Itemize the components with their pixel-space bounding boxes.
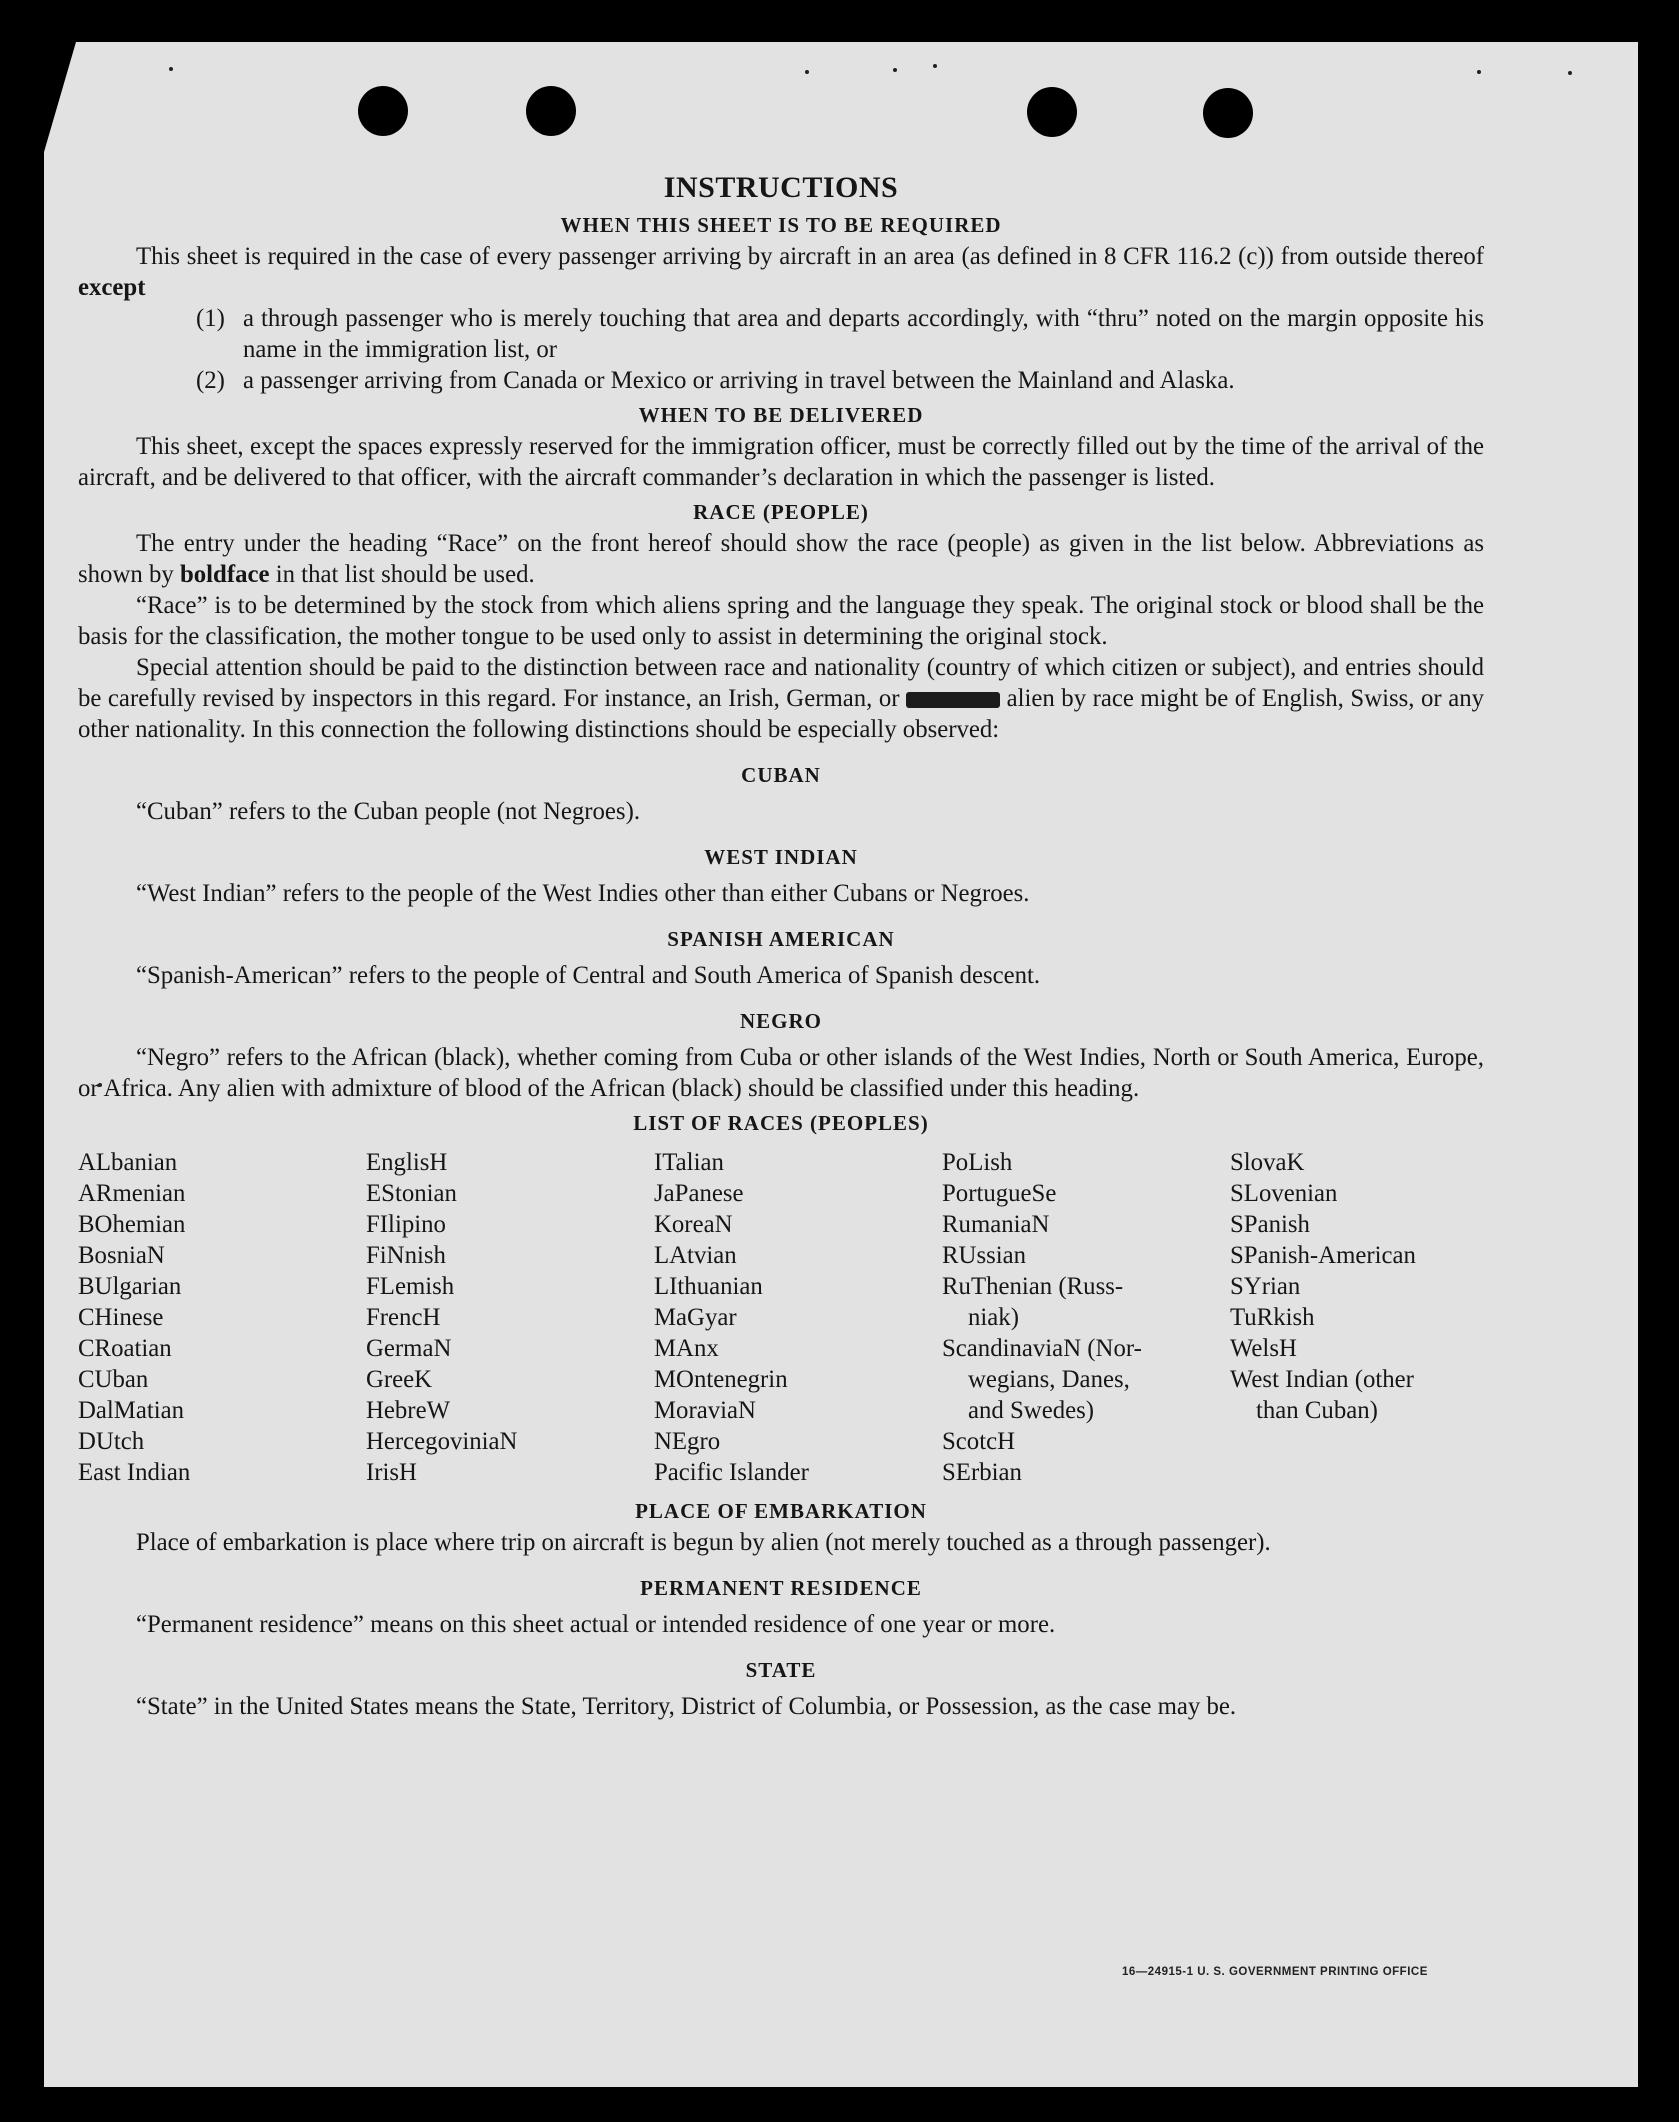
instructions-text [78, 170, 1484, 1722]
race-item: SPanish [1230, 1211, 1310, 1238]
race-item: HercegoviniaN [366, 1428, 518, 1455]
race-item: SErbian [942, 1459, 1022, 1486]
race-item: IrisH [366, 1459, 417, 1486]
race-item: Pacific Islander [654, 1459, 809, 1486]
race-item: CRoatian [78, 1335, 172, 1362]
race-item: DUtch [78, 1428, 145, 1455]
race-item: SYrian [1230, 1273, 1301, 1300]
punch-hole [1203, 88, 1253, 138]
section-heading-spanish-american: SPANISH AMERICAN [667, 927, 895, 951]
race-item: BOhemian [78, 1211, 186, 1238]
race-item: GermaN [366, 1335, 452, 1362]
punch-hole [1027, 87, 1077, 137]
race-p3-text: Special attention should be paid to the distinction between race and nationality (country of which citizen or subject), and entries should be carefully revised by inspectors in this regard. For instance, an Irish, German, or [78, 654, 1484, 712]
race-item: BUlgarian [78, 1273, 182, 1300]
speck [169, 67, 173, 71]
race-item: EStonian [366, 1180, 457, 1207]
section-heading-embarkation: PLACE OF EMBARKATION [635, 1499, 927, 1523]
speck [893, 68, 897, 72]
negro-text: “Negro” refers to the African (black), whether coming from Cuba or other islands of the West Indies, North or South America, Europe, or Africa. Any alien with admixture of blood of the African (black) should be classified under this heading. [78, 1044, 1484, 1102]
race-column [1230, 1147, 1484, 1488]
residence-text: “Permanent residence” means on this sheet actual or intended residence of one year or more. [136, 1611, 1056, 1638]
race-item: PoLish [942, 1149, 1013, 1176]
page-title: INSTRUCTIONS [663, 171, 899, 204]
race-item: GreeK [366, 1366, 433, 1393]
race-column [366, 1147, 654, 1488]
race-item: ITalian [654, 1149, 724, 1176]
west-indian-text: “West Indian” refers to the people of the West Indies other than either Cubans or Negroes. [136, 880, 1030, 907]
race-item: ALbanian [78, 1149, 178, 1176]
race-item: East Indian [78, 1459, 191, 1486]
required-intro [78, 241, 1484, 303]
embarkation-text: Place of embarkation is place where trip on aircraft is begun by alien (not merely touched as a through passenger). [136, 1529, 1271, 1556]
race-column [942, 1147, 1230, 1488]
race-item: NEgro [654, 1428, 721, 1455]
race-paragraph-3 [78, 652, 1484, 745]
speck [1568, 71, 1572, 75]
race-item: KoreaN [654, 1211, 733, 1238]
race-p1-boldface: boldface [179, 561, 270, 588]
race-item: HebreW [366, 1397, 450, 1424]
race-item: MaGyar [654, 1304, 737, 1331]
section-heading-delivered: WHEN TO BE DELIVERED [638, 403, 924, 427]
list-item-text: a passenger arriving from Canada or Mexico or arriving in travel between the Mainland and Alaska. [243, 367, 1235, 394]
race-item: MOntenegrin [654, 1366, 788, 1393]
race-column [78, 1147, 366, 1488]
race-item: RUssian [942, 1242, 1027, 1269]
race-item: ScotcH [942, 1428, 1015, 1455]
required-intro-text: This sheet is required in the case of every passenger arriving by aircraft in an area (as defined in 8 CFR 116.2 (c)) from outside thereof [136, 243, 1484, 270]
race-item: FIlipino [366, 1211, 446, 1238]
speck [933, 64, 937, 68]
race-item: CUban [78, 1366, 149, 1393]
race-item: SLovenian [1230, 1180, 1338, 1207]
race-paragraph-1 [78, 528, 1484, 590]
race-item: WelsH [1230, 1335, 1297, 1362]
race-item: EnglisH [366, 1149, 448, 1176]
speck [805, 70, 809, 74]
race-item: RuThenian (Russ- niak) [942, 1273, 1124, 1331]
race-item: LAtvian [654, 1242, 737, 1269]
race-p1-text: The entry under the heading “Race” on the front hereof should show the race (people) as given in the list below. Abbreviations as shown by [78, 530, 1484, 588]
race-item: JaPanese [654, 1180, 744, 1207]
race-column [654, 1147, 942, 1488]
race-item: MAnx [654, 1335, 719, 1362]
race-item: CHinese [78, 1304, 164, 1331]
race-item: West Indian (other than Cuban) [1230, 1366, 1414, 1424]
race-item: FiNnish [366, 1242, 446, 1269]
section-heading-west-indian: WEST INDIAN [704, 845, 858, 869]
delivered-text: This sheet, except the spaces expressly reserved for the immigration officer, must be correctly filled out by the time of the arrival of the aircraft, and be delivered to that officer, with the aircraft commander’s declaration in which the passenger is listed. [78, 433, 1484, 491]
race-item: BosniaN [78, 1242, 165, 1269]
redaction-mark [906, 692, 1000, 708]
speck [1477, 70, 1481, 74]
race-item: MoraviaN [654, 1397, 756, 1424]
section-heading-residence: PERMANENT RESIDENCE [640, 1576, 922, 1600]
list-item-number: (1) [196, 305, 225, 332]
race-item: SPanish-American [1230, 1242, 1416, 1269]
printer-footer: 16—24915-1 U. S. GOVERNMENT PRINTING OFFICE [1122, 1966, 1428, 1978]
race-list [78, 1147, 1484, 1488]
section-heading-state: STATE [745, 1658, 817, 1682]
required-intro-except: except [78, 274, 146, 301]
list-item-text: a through passenger who is merely touching that area and departs accordingly, with “thru” noted on the margin opposite his name in the immigration list, or [243, 305, 1484, 363]
race-item: DalMatian [78, 1397, 185, 1424]
race-item: FLemish [366, 1273, 455, 1300]
race-item: ARmenian [78, 1180, 186, 1207]
section-heading-required: WHEN THIS SHEET IS TO BE REQUIRED [560, 213, 1002, 237]
list-item-number: (2) [196, 367, 225, 394]
race-item: TuRkish [1230, 1304, 1315, 1331]
list-item [78, 303, 1484, 365]
section-heading-list-of-races: LIST OF RACES (PEOPLES) [633, 1111, 929, 1135]
punch-hole [526, 86, 576, 136]
race-p3-text-end: alien by race might be of English, Swiss, or any other nationality. In this connection the following distinctions should be especially observed: [78, 685, 1484, 743]
race-item: ScandinaviaN (Nor- wegians, Danes, and Swedes) [942, 1335, 1142, 1424]
cuban-text: “Cuban” refers to the Cuban people (not Negroes). [136, 798, 641, 825]
punch-hole [358, 86, 408, 136]
state-text: “State” in the United States means the State, Territory, District of Columbia, or Possession, as the case may be. [136, 1693, 1237, 1720]
folded-corner [44, 42, 76, 152]
race-item: FrencH [366, 1304, 441, 1331]
race-item: SlovaK [1230, 1149, 1305, 1176]
section-heading-negro: NEGRO [739, 1009, 822, 1033]
race-paragraph-2: “Race” is to be determined by the stock from which aliens spring and the language they speak. The original stock or blood shall be the basis for the classification, the mother tongue to be used only to assist in determining the original stock. [78, 592, 1484, 650]
race-item: PortugueSe [942, 1180, 1057, 1207]
race-item: RumaniaN [942, 1211, 1050, 1238]
list-item [78, 365, 1484, 396]
race-p1-text-end: in that list should be used. [269, 561, 535, 588]
section-heading-race: RACE (PEOPLE) [693, 500, 869, 524]
section-heading-cuban: CUBAN [741, 763, 821, 787]
race-item: LIthuanian [654, 1273, 763, 1300]
spanish-american-text: “Spanish-American” refers to the people of Central and South America of Spanish descent. [136, 962, 1041, 989]
